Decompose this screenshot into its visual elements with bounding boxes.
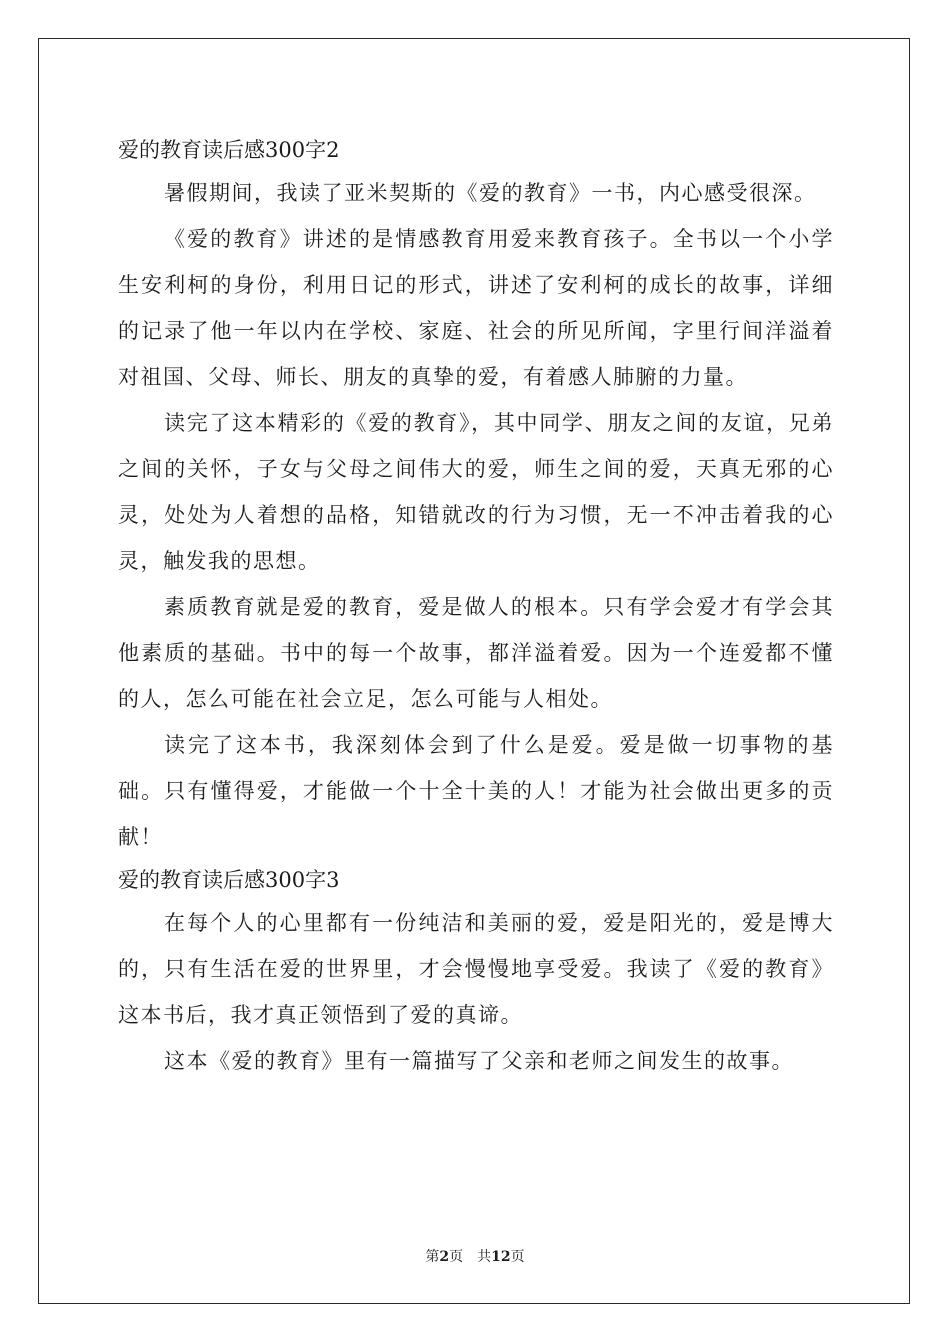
page-label-prefix: 第 [425,1249,440,1265]
page-footer [0,1248,950,1266]
document-body [118,130,834,1084]
paragraph: 《爱的教育》讲述的是情感教育用爱来教育孩子。全书以一个小学生安利柯的身份，利用日记的形式，讲述了安利柯的成长的故事，详细的记录了他一年以内在学校、家庭、社会的所见所闻，字里行间洋溢着对祖国、父母、师长、朋友的真挚的爱，有着感人肺腑的力量。 [118,227,834,389]
section-heading: 爱的教育读后感300字3 [118,868,340,892]
total-label-prefix: 共 [477,1249,492,1265]
section-3 [118,860,834,1084]
paragraph: 暑假期间，我读了亚米契斯的《爱的教育》一书，内心感受很深。 [164,181,817,205]
paragraph: 这本《爱的教育》里有一篇描写了父亲和老师之间发生的故事。 [164,1049,794,1073]
total-label-suffix: 页 [510,1249,525,1265]
paragraph: 素质教育就是爱的教育，爱是做人的根本。只有学会爱才有学会其他素质的基础。书中的每一个故事，都洋溢着爱。因为一个连爱都不懂的人，怎么可能在社会立足，怎么可能与人相处。 [118,595,834,711]
paragraph: 在每个人的心里都有一份纯洁和美丽的爱，爱是阳光的，爱是博大的，只有生活在爱的世界里，才会慢慢地享受爱。我读了《爱的教育》这本书后，我才真正领悟到了爱的真谛。 [118,911,834,1027]
total-pages: 12 [491,1249,511,1265]
paragraph: 读完了这本精彩的《爱的教育》，其中同学、朋友之间的友谊，兄弟之间的关怀，子女与父母之间伟大的爱，师生之间的爱，天真无邪的心灵，处处为人着想的品格，知错就改的行为习惯，无一不冲击着我的心灵，触发我的思想。 [118,411,834,573]
section-heading: 爱的教育读后感300字2 [118,138,340,162]
paragraph: 读完了这本书，我深刻体会到了什么是爱。爱是做一切事物的基础。只有懂得爱，才能做一个十全十美的人！才能为社会做出更多的贡献！ [118,733,834,849]
page-number: 2 [439,1249,450,1265]
section-2 [118,130,834,860]
page-label-suffix: 页 [449,1249,464,1265]
